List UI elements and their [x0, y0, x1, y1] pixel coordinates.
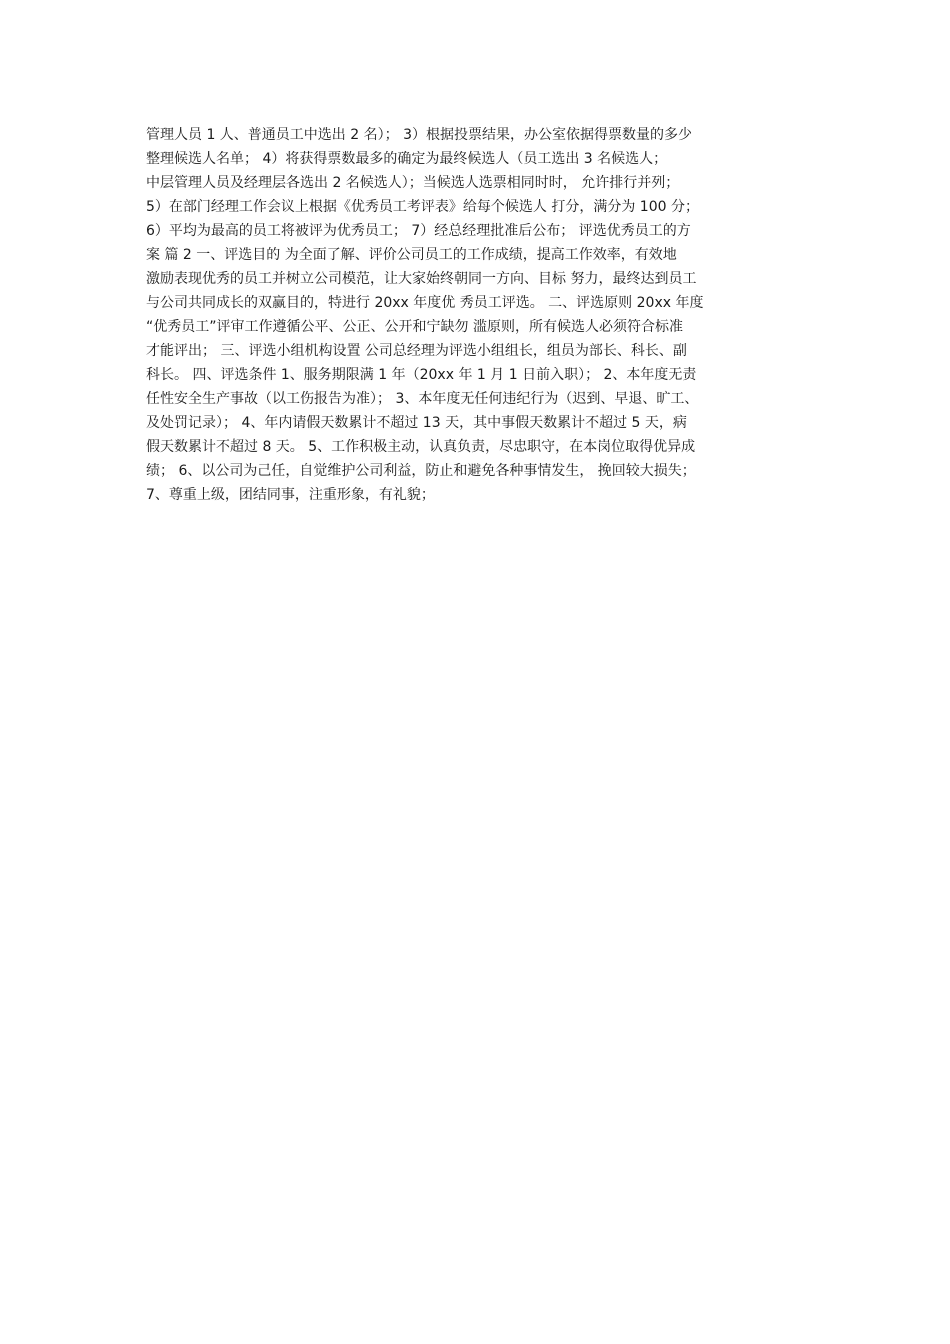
text-line: 绩； 6、以公司为己任，自觉维护公司利益，防止和避免各种事情发生， 挽回较大损失；: [146, 463, 696, 479]
body-text: [146, 123, 836, 507]
text-line: 管理人员 1 人、普通员工中选出 2 名）； 3）根据投票结果，办公室依据得票数量的多少: [146, 127, 692, 143]
text-line: 整理候选人名单； 4）将获得票数最多的确定为最终候选人（员工选出 3 名候选人；: [146, 151, 668, 167]
text-line: 与公司共同成长的双赢目的，特进行 20xx 年度优 秀员工评选。 二、评选原则 20xx 年度: [146, 295, 704, 311]
text-line: 激励表现优秀的员工并树立公司模范，让大家始终朝同一方向、目标 努力，最终达到员工: [146, 271, 697, 287]
text-line: 5）在部门经理工作会议上根据《优秀员工考评表》给每个候选人 打分，满分为 100 分；: [146, 199, 699, 215]
text-line: 假天数累计不超过 8 天。 5、工作积极主动，认真负责，尽忠职守，在本岗位取得优异成: [146, 439, 696, 455]
text-line: 任性安全生产事故（以工伤报告为准）； 3、本年度无任何违纪行为（迟到、早退、旷工、: [146, 391, 699, 407]
text-line: 才能评出； 三、评选小组机构设置 公司总经理为评选小组组长，组员为部长、科长、副: [146, 343, 687, 359]
text-line: 及处罚记录）； 4、年内请假天数累计不超过 13 天，其中事假天数累计不超过 5 天，病: [146, 415, 687, 431]
text-line: “优秀员工”评审工作遵循公平、公正、公开和宁缺勿 滥原则，所有候选人必须符合标准: [146, 319, 683, 335]
text-line: 中层管理人员及经理层各选出 2 名候选人）；当候选人选票相同时时， 允许排行并列；: [146, 175, 680, 191]
text-line: 科长。 四、评选条件 1、服务期限满 1 年（20xx 年 1 月 1 日前入职）； 2、本年度无责: [146, 367, 697, 383]
text-line: 6）平均为最高的员工将被评为优秀员工； 7）经总经理批准后公布； 评选优秀员工的方: [146, 223, 691, 239]
text-line: 案 篇 2 一、评选目的 为全面了解、评价公司员工的工作成绩，提高工作效率，有效地: [146, 247, 677, 263]
text-line: 7、尊重上级，团结同事，注重形象，有礼貌；: [146, 487, 435, 503]
